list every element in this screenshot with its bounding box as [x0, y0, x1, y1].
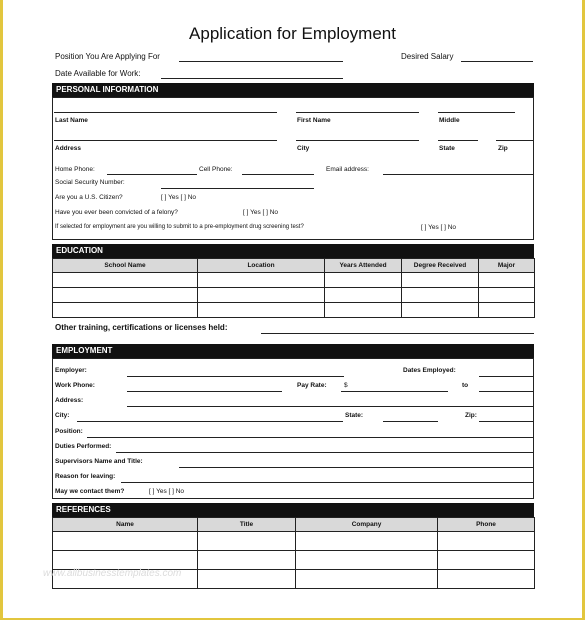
cell-phone-field[interactable]	[242, 174, 314, 175]
middle-name-label: Middle	[439, 117, 460, 124]
table-row	[53, 288, 535, 303]
email-label: Email address:	[326, 166, 369, 173]
education-col-degree: Degree Received	[402, 259, 479, 273]
state-field[interactable]	[438, 140, 478, 141]
dates-from-field[interactable]	[403, 391, 448, 392]
table-cell[interactable]	[296, 551, 438, 570]
table-row	[53, 532, 535, 551]
ssn-field[interactable]	[161, 188, 314, 189]
table-cell[interactable]	[53, 273, 198, 288]
supervisor-field[interactable]	[179, 467, 534, 468]
education-heading: EDUCATION	[52, 244, 534, 258]
felony-question: Have you ever been convicted of a felony?	[55, 209, 178, 216]
reason-leaving-label: Reason for leaving:	[55, 473, 116, 480]
table-cell[interactable]	[198, 303, 325, 318]
drug-test-options[interactable]: [ ] Yes [ ] No	[421, 224, 457, 231]
table-cell[interactable]	[402, 288, 479, 303]
position-held-field[interactable]	[87, 437, 534, 438]
first-name-label: First Name	[297, 117, 331, 124]
other-training-field[interactable]	[261, 333, 534, 334]
felony-options[interactable]: [ ] Yes [ ] No	[243, 209, 279, 216]
pay-rate-label: Pay Rate:	[297, 382, 327, 389]
zip-field[interactable]	[496, 140, 533, 141]
desired-salary-label: Desired Salary	[401, 52, 454, 61]
employer-field[interactable]	[127, 376, 344, 377]
employment-heading: EMPLOYMENT	[52, 344, 534, 358]
dates-to-field[interactable]	[479, 391, 534, 392]
references-heading: REFERENCES	[52, 503, 534, 517]
duties-field[interactable]	[116, 452, 534, 453]
last-name-field[interactable]	[54, 112, 277, 113]
drug-test-question: If selected for employment are you willing to submit to a pre-employment drug screening test?	[55, 224, 304, 230]
desired-salary-field[interactable]	[461, 61, 533, 62]
zip-label: Zip	[498, 145, 508, 152]
other-training-label: Other training, certifications or licenses held:	[55, 323, 228, 332]
employer-zip-field[interactable]	[479, 421, 534, 422]
table-cell[interactable]	[198, 532, 296, 551]
table-cell[interactable]	[53, 551, 198, 570]
table-row	[53, 303, 535, 318]
table-cell[interactable]	[325, 288, 402, 303]
table-cell[interactable]	[198, 273, 325, 288]
citizen-question: Are you a U.S. Citizen?	[55, 194, 123, 201]
email-field[interactable]	[383, 174, 534, 175]
employer-city-field[interactable]	[77, 421, 343, 422]
last-name-label: Last Name	[55, 117, 88, 124]
table-cell[interactable]	[198, 570, 296, 589]
education-col-location: Location	[198, 259, 325, 273]
employer-state-label: State:	[345, 412, 364, 419]
position-held-label: Position:	[55, 428, 83, 435]
table-cell[interactable]	[438, 551, 535, 570]
cell-phone-label: Cell Phone:	[199, 166, 233, 173]
contact-options[interactable]: [ ] Yes [ ] No	[149, 488, 185, 495]
supervisor-label: Supervisors Name and Title:	[55, 458, 143, 465]
table-row	[53, 273, 535, 288]
dates-employed-field[interactable]	[479, 376, 534, 377]
education-table	[52, 258, 535, 318]
table-cell[interactable]	[53, 288, 198, 303]
employer-zip-label: Zip:	[465, 412, 477, 419]
table-cell[interactable]	[296, 570, 438, 589]
references-col-company: Company	[296, 518, 438, 532]
table-cell[interactable]	[479, 273, 535, 288]
table-cell[interactable]	[198, 288, 325, 303]
table-cell[interactable]	[402, 273, 479, 288]
ssn-label: Social Security Number:	[55, 179, 125, 186]
table-cell[interactable]	[53, 532, 198, 551]
table-cell[interactable]	[296, 532, 438, 551]
home-phone-label: Home Phone:	[55, 166, 95, 173]
education-col-years: Years Attended	[325, 259, 402, 273]
employer-address-label: Address:	[55, 397, 84, 404]
employer-address-field[interactable]	[127, 406, 534, 407]
date-available-field[interactable]	[161, 78, 343, 79]
employer-state-field[interactable]	[383, 421, 438, 422]
table-cell[interactable]	[438, 532, 535, 551]
table-cell[interactable]	[325, 273, 402, 288]
state-label: State	[439, 145, 455, 152]
to-label: to	[462, 382, 469, 389]
employer-label: Employer:	[55, 367, 87, 374]
date-available-label: Date Available for Work:	[55, 69, 141, 78]
address-label: Address	[55, 145, 82, 152]
page-title: Application for Employment	[189, 24, 396, 43]
middle-name-field[interactable]	[438, 112, 515, 113]
city-field[interactable]	[296, 140, 419, 141]
table-cell[interactable]	[402, 303, 479, 318]
citizen-options[interactable]: [ ] Yes [ ] No	[161, 194, 197, 201]
table-cell[interactable]	[438, 570, 535, 589]
address-field[interactable]	[54, 140, 277, 141]
city-label: City	[297, 145, 310, 152]
references-col-title: Title	[198, 518, 296, 532]
personal-info-box	[52, 97, 534, 240]
position-field[interactable]	[179, 61, 343, 62]
dollar-sign: $	[344, 382, 348, 389]
reason-leaving-field[interactable]	[121, 482, 534, 483]
education-col-major: Major	[479, 259, 535, 273]
table-cell[interactable]	[479, 303, 535, 318]
employer-city-label: City:	[55, 412, 70, 419]
education-col-school: School Name	[53, 259, 198, 273]
home-phone-field[interactable]	[107, 174, 197, 175]
first-name-field[interactable]	[296, 112, 419, 113]
table-row	[53, 551, 535, 570]
watermark: www.allbusinesstemplates.com	[43, 568, 182, 579]
position-label: Position You Are Applying For	[55, 52, 160, 61]
dates-employed-label: Dates Employed:	[403, 367, 456, 374]
personal-info-heading: PERSONAL INFORMATION	[52, 83, 534, 97]
work-phone-field[interactable]	[127, 391, 282, 392]
work-phone-label: Work Phone:	[55, 382, 95, 389]
table-cell[interactable]	[479, 288, 535, 303]
table-cell[interactable]	[198, 551, 296, 570]
references-col-name: Name	[53, 518, 198, 532]
contact-question: May we contact them?	[55, 488, 125, 495]
table-cell[interactable]	[325, 303, 402, 318]
references-col-phone: Phone	[438, 518, 535, 532]
employment-box	[52, 358, 534, 499]
table-cell[interactable]	[53, 303, 198, 318]
duties-label: Duties Performed:	[55, 443, 112, 450]
